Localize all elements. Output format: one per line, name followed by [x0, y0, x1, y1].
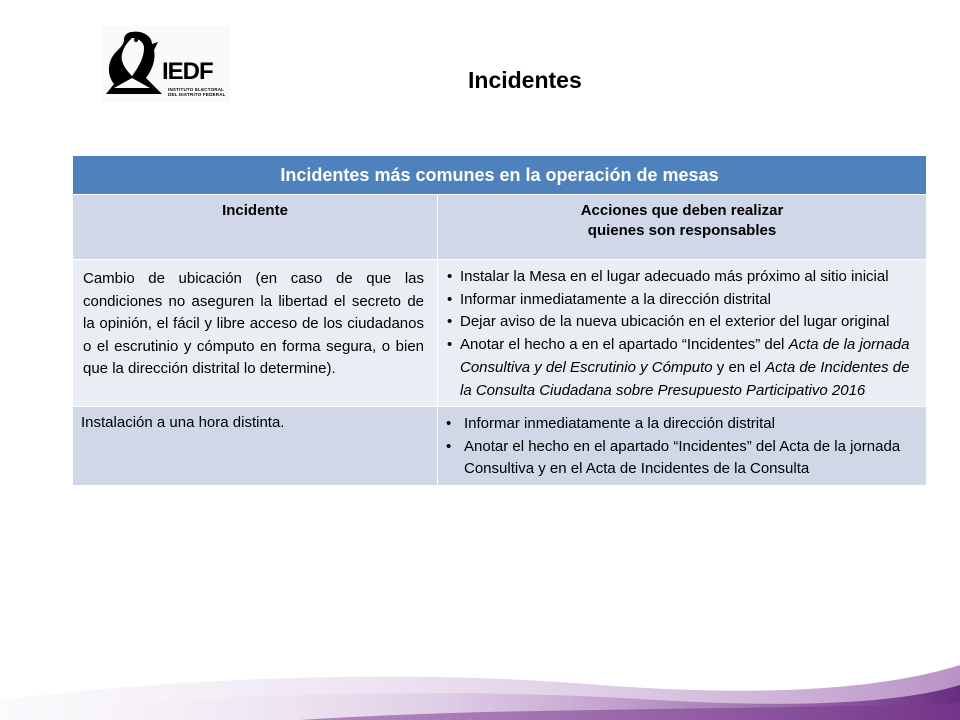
- action-text: Informar inmediatamente a la dirección distrital: [460, 290, 771, 308]
- list-item: [446, 289, 914, 312]
- logo-subtitle-line2: DEL DISTRITO FEDERAL: [168, 92, 226, 97]
- iedf-logo: [102, 26, 230, 102]
- column-header-actions-line1: Acciones que deben realizar: [580, 202, 784, 219]
- action-text-part: y en el: [712, 358, 766, 376]
- column-header-actions: [438, 195, 927, 260]
- list-item: [446, 413, 914, 436]
- logo-name: IEDF: [162, 58, 213, 85]
- column-header-actions-line2: quienes son responsables: [587, 222, 777, 239]
- action-text: Anotar el hecho en el apartado “Incidentes” del Acta de la jornada Consultiva y en el Acta de Incidentes de la Consulta: [464, 437, 901, 478]
- bullet-icon: •: [447, 290, 453, 308]
- actions-cell: [438, 407, 927, 486]
- action-text: Instalar la Mesa en el lugar adecuado más próximo al sitio inicial: [460, 268, 889, 285]
- actions-list: [446, 266, 914, 402]
- footer-wave-decoration: [0, 615, 960, 720]
- bullet-icon: •: [446, 415, 452, 433]
- actions-list: [446, 413, 914, 481]
- bullet-icon: •: [446, 437, 452, 455]
- action-text: Informar inmediatamente a la dirección distrital: [464, 415, 775, 433]
- table-row: [73, 407, 927, 486]
- table-row: [73, 260, 927, 407]
- incidents-table: [72, 155, 927, 486]
- list-item: [446, 334, 914, 402]
- column-header-incident: [73, 195, 438, 260]
- page-title: Incidentes: [468, 67, 582, 93]
- incident-cell: Cambio de ubicación (en caso de que las condiciones no aseguren la libertad el secreto de la opinión, el fácil y libre acceso de los ciudadanos o el escrutinio y cómputo en forma segura, o bien que la dirección distrital lo determine).: [73, 260, 438, 407]
- logo-subtitle-line1: INSTITUTO ELECTORAL: [168, 87, 225, 92]
- incident-cell: Instalación a una hora distinta.: [73, 407, 438, 486]
- bullet-icon: •: [447, 313, 453, 331]
- action-text-italic: Acta de Incidentes de la Consulta Ciudadana sobre Presupuesto Participativo 2016: [460, 358, 910, 399]
- bullet-icon: •: [447, 268, 453, 285]
- action-text-italic: Acta de la jornada Consultiva y del Escrutinio y Cómputo: [460, 336, 910, 376]
- list-item: [446, 436, 914, 481]
- actions-cell: [438, 260, 927, 407]
- action-text-part: Anotar el hecho a en el apartado “Incidentes” del: [460, 336, 789, 354]
- bullet-icon: •: [447, 336, 453, 354]
- action-text: Dejar aviso de la nueva ubicación en el exterior del lugar original: [460, 313, 890, 331]
- list-item: [446, 311, 914, 334]
- table-title: Incidentes más comunes en la operación de mesas: [73, 156, 927, 195]
- list-item: [446, 266, 914, 289]
- column-header-incident-label: Incidente: [222, 202, 288, 219]
